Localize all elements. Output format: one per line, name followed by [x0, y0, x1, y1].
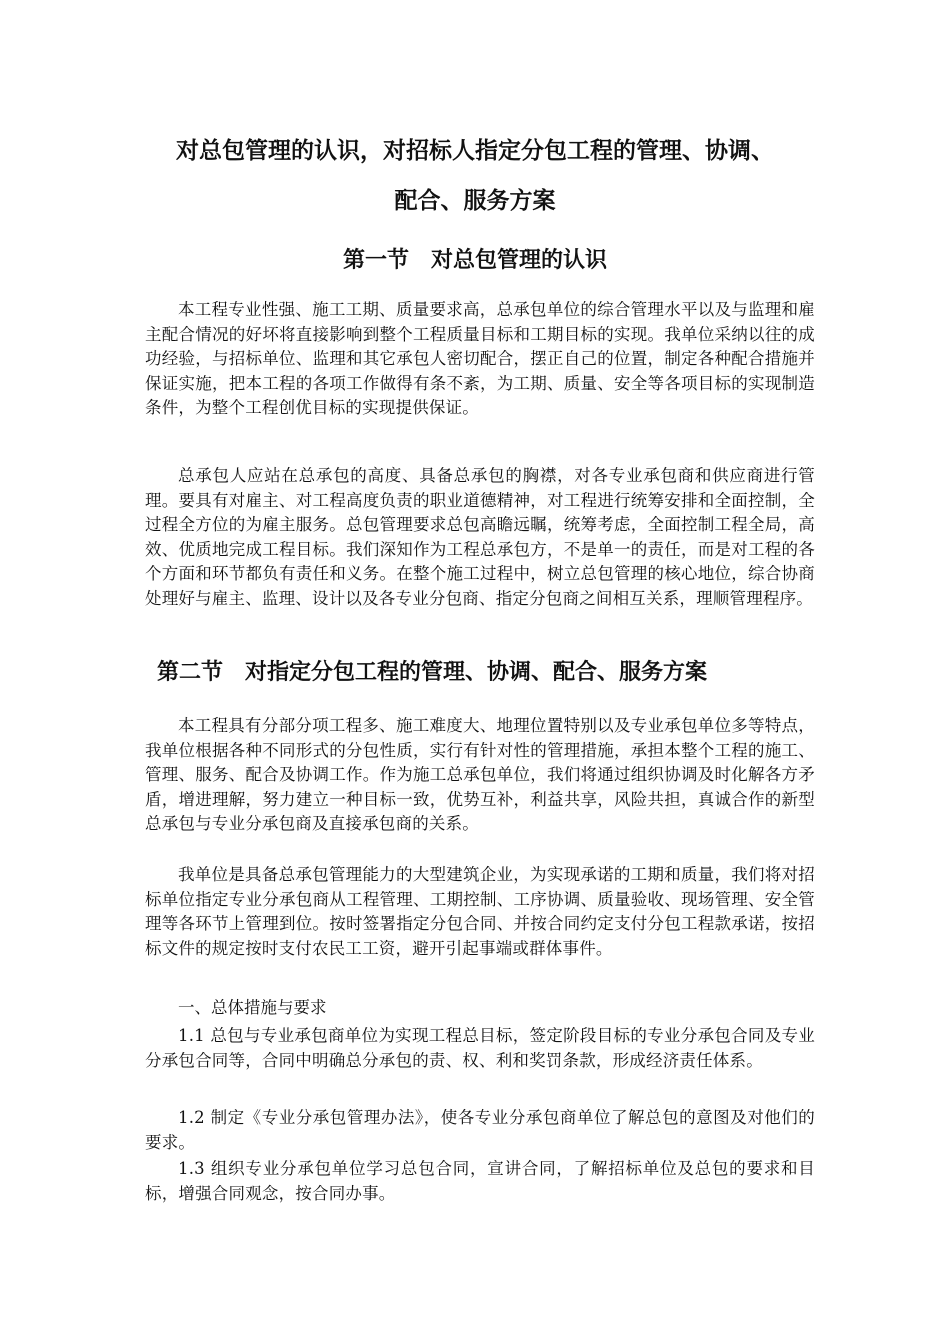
- subsection-item-1-3: 1.3 组织专业分承包单位学习总包合同，宣讲合同，了解招标单位及总包的要求和目标，增强合同观念，按合同办事。: [145, 1159, 815, 1203]
- section-2-heading: 第二节 对指定分包工程的管理、协调、配合、服务方案: [157, 660, 708, 685]
- section-1-heading: 第一节 对总包管理的认识: [342, 248, 607, 273]
- document-title-line-2: 配合、服务方案: [394, 188, 556, 214]
- subsection-item-1-2: 1.2 制定《专业分承包管理办法》，使各专业分承包商单位了解总包的意图及对他们的要求。: [145, 1108, 815, 1152]
- section-2-paragraph-2: 我单位是具备总承包管理能力的大型建筑企业，为实现承诺的工期和质量，我们将对招标单位指定专业分承包商从工程管理、工期控制、工序协调、质量验收、现场管理、安全管理等各环节上管理到位。按时签署指定分包合同、并按合同约定支付分包工程款承诺，按招标文件的规定按时支付农民工工资，避开引起事端或群体事件。: [145, 865, 815, 958]
- document-title-line-1: 对总包管理的认识，对招标人指定分包工程的管理、协调、: [176, 138, 774, 164]
- subsection-item-1-1: 1.1 总包与专业承包商单位为实现工程总目标，签定阶段目标的专业分承包合同及专业分承包合同等，合同中明确总分承包的责、权、利和奖罚条款，形成经济责任体系。: [145, 1026, 815, 1070]
- subsection-1-heading: 一、总体措施与要求: [178, 998, 327, 1017]
- section-1-paragraph-1: 本工程专业性强、施工工期、质量要求高，总承包单位的综合管理水平以及与监理和雇主配合情况的好坏将直接影响到整个工程质量目标和工期目标的实现。我单位采纳以往的成功经验，与招标单位、监理和其它承包人密切配合，摆正自己的位置，制定各种配合措施并保证实施，把本工程的各项工作做得有条不紊，为工期、质量、安全等各项目标的实现制造条件，为整个工程创优目标的实现提供保证。: [145, 300, 815, 418]
- section-2-paragraph-1: 本工程具有分部分项工程多、施工难度大、地理位置特别以及专业承包单位多等特点，我单位根据各种不同形式的分包性质，实行有针对性的管理措施，承担本整个工程的施工、管理、服务、配合及协调工作。作为施工总承包单位，我们将通过组织协调及时化解各方矛盾，增进理解，努力建立一种目标一致，优势互补，利益共享，风险共担，真诚合作的新型总承包与专业分承包商及直接承包商的关系。: [145, 716, 815, 834]
- section-1-paragraph-2: 总承包人应站在总承包的高度、具备总承包的胸襟，对各专业承包商和供应商进行管理。要具有对雇主、对工程高度负责的职业道德精神，对工程进行统筹安排和全面控制，全过程全方位的为雇主服务。总包管理要求总包高瞻远瞩，统筹考虑，全面控制工程全局，高效、优质地完成工程目标。我们深知作为工程总承包方，不是单一的责任，而是对工程的各个方面和环节都负有责任和义务。在整个施工过程中，树立总包管理的核心地位，综合协商处理好与雇主、监理、设计以及各专业分包商、指定分包商之间相互关系，理顺管理程序。: [145, 466, 815, 608]
